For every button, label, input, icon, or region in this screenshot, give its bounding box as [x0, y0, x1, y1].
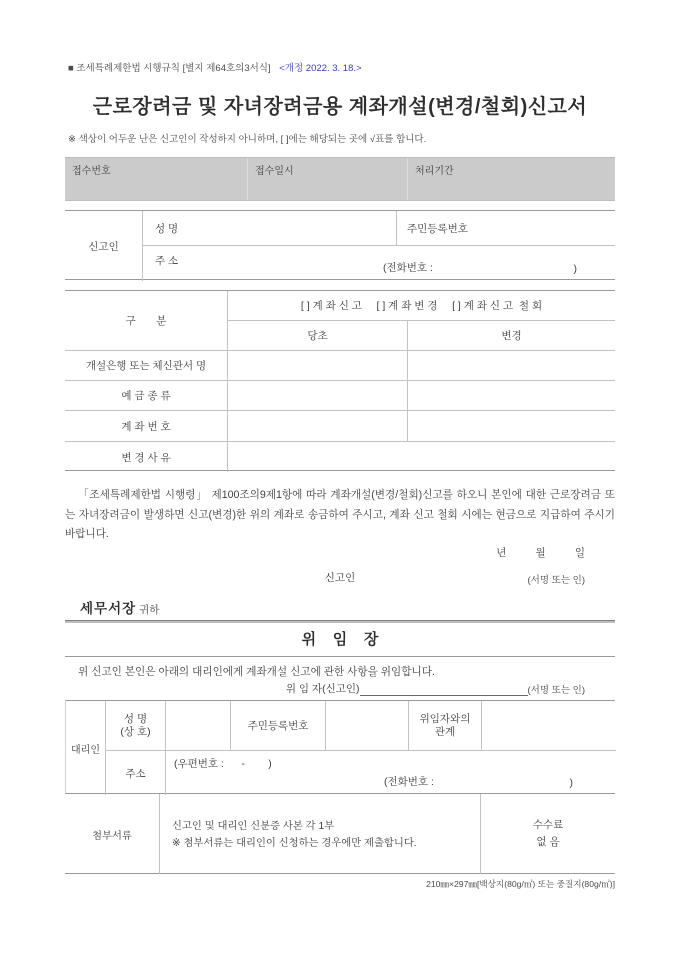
agent-table	[65, 700, 615, 794]
account-options-row[interactable]: [ ] 계 좌 신 고 [ ] 계 좌 변 경 [ ] 계 좌 신 고 철 회	[228, 291, 615, 321]
applicant-phone-label: (전화번호 :	[383, 262, 433, 274]
receipt-datetime-label: 접수일시	[255, 166, 294, 177]
deposit-type-original-value[interactable]	[228, 381, 408, 411]
attachments-table	[65, 794, 615, 874]
applicant-name-field[interactable]	[143, 211, 397, 246]
agent-name-label-1: 성 명	[123, 712, 148, 725]
bank-name-original-value[interactable]	[228, 351, 408, 381]
processing-period-cell	[407, 158, 615, 200]
regulation-line	[68, 60, 613, 74]
agent-phone-close: )	[569, 777, 573, 789]
original-column-header: 당초	[228, 321, 408, 351]
account-table	[65, 290, 615, 471]
account-number-changed-value[interactable]	[408, 411, 615, 442]
agent-group-label: 대리인	[66, 701, 106, 795]
applicant-name-label: 성 명	[155, 222, 179, 235]
delegation-title-underline	[65, 656, 615, 657]
bank-name-changed-value[interactable]	[408, 351, 615, 381]
fee-value: 없 음	[536, 836, 560, 848]
agent-relation-value[interactable]	[482, 701, 616, 751]
applicant-resident-no-label: 주민등록번호	[407, 222, 468, 235]
declarant-signature-note: (서명 또는 인)	[527, 575, 585, 586]
recipient-title: 세무서장	[80, 601, 137, 616]
section-divider	[65, 620, 615, 623]
attachments-label: 첨부서류	[65, 794, 160, 874]
date-line: 년 월 일	[496, 547, 585, 559]
applicant-address-label: 주 소	[155, 255, 179, 267]
change-reason-row-label: 변 경 사 유	[65, 442, 228, 472]
agent-address-value[interactable]	[166, 751, 616, 795]
deposit-type-row-label: 예 금 종 류	[65, 381, 228, 411]
delegator-label: 위 임 자(신고인)	[285, 683, 360, 695]
recipient-suffix: 귀하	[139, 604, 160, 616]
agent-address-label: 주소	[106, 751, 166, 795]
applicant-group-label: 신고인	[65, 211, 143, 281]
delegator-signature-row	[65, 681, 585, 696]
agent-name-value[interactable]	[166, 701, 231, 751]
delegator-signature-line[interactable]	[360, 683, 528, 696]
applicant-resident-no-field[interactable]	[397, 211, 615, 246]
account-number-original-value[interactable]	[228, 411, 408, 442]
attachments-line1: 신고인 및 대리인 신분증 사본 각 1부	[172, 821, 335, 832]
receipt-number-cell	[65, 158, 247, 200]
attachments-line2: ※ 첨부서류는 대리인이 신청하는 경우에만 제출합니다.	[172, 838, 417, 849]
receipt-datetime-cell	[247, 158, 407, 200]
applicant-address-field[interactable]	[143, 246, 615, 281]
deposit-type-changed-value[interactable]	[408, 381, 615, 411]
changed-column-header: 변경	[408, 321, 615, 351]
delegator-signature-note: (서명 또는 인)	[527, 685, 585, 696]
agent-phone-label: (전화번호 :	[384, 776, 434, 788]
receipt-number-label: 접수번호	[72, 166, 111, 177]
agent-relation-label-1: 위임자와의	[419, 712, 471, 725]
declarant-label: 신고인	[324, 572, 356, 584]
recipient-line	[80, 597, 159, 617]
bank-name-row-label: 개설은행 또는 체신관서 명	[65, 351, 228, 381]
agent-resident-no-label: 주민등록번호	[231, 701, 326, 751]
revision-date: <개정 2022. 3. 18.>	[279, 63, 362, 74]
category-label: 구 분	[65, 291, 228, 351]
agent-resident-no-value[interactable]	[326, 701, 409, 751]
fill-instruction: ※ 색상이 어두운 난은 신고인이 작성하지 아니하며, [ ]에는 해당되는 곳에 √표를 합니다.	[68, 134, 427, 145]
processing-period-label: 처리기간	[415, 166, 454, 177]
agent-postal-label: (우편번호 : - )	[174, 758, 272, 770]
regulation-text: ■ 조세특례제한법 시행규칙 [별지 제64호의3서식]	[68, 63, 271, 74]
fee-cell	[481, 794, 615, 874]
paper-spec: 210㎜×297㎜[백상지(80g/㎡) 또는 중질지(80g/㎡)]	[426, 879, 615, 889]
form-title: 근로장려금 및 자녀장려금용 계좌개설(변경/철회)신고서	[92, 96, 588, 118]
attachments-content	[160, 794, 481, 874]
agent-relation-label-cell	[409, 701, 482, 751]
change-reason-value[interactable]	[228, 442, 615, 472]
delegation-title: 위 임 장	[301, 631, 379, 648]
fee-label: 수수료	[532, 819, 564, 831]
declaration-paragraph: 「조세특례제한법 시행령」 제100조의9제1항에 따라 계좌개설(변경/철회)신고를 하오니 본인에 대한 근로장려금 또는 자녀장려금이 발생하면 신고(변경)한 위의 계좌로 송금하여 주시고, 계좌 신고 철회 시에는 현금으로 지급하여 주시기 바랍니다.	[65, 489, 615, 540]
applicant-phone-close: )	[573, 263, 577, 275]
applicant-table	[65, 210, 615, 280]
account-number-row-label: 계 좌 번 호	[65, 411, 228, 442]
receipt-header	[65, 157, 615, 201]
agent-name-label-2: (상 호)	[120, 725, 151, 738]
agent-relation-label-2: 관계	[434, 725, 456, 738]
agent-name-label-cell	[106, 701, 166, 751]
delegation-body: 위 신고인 본인은 아래의 대리인에게 계좌개설 신고에 관한 사항을 위임합니다.	[78, 666, 435, 678]
